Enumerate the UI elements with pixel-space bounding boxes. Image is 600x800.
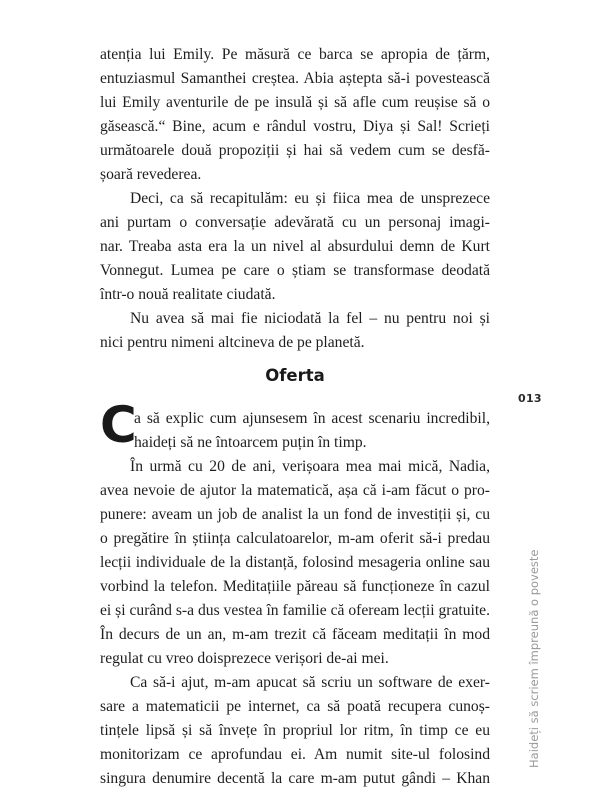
drop-cap-paragraph [100, 407, 490, 455]
text-line: lui Emily aventurile de pe insulă și să afle cum reușise să o [100, 94, 490, 111]
running-title: Haideți să scriem împreună o poveste [527, 549, 541, 768]
text-line: vorbind la telefon. Meditațiile păreau să funcționeze în cazul [100, 578, 490, 595]
text-line: haideți să ne întoarcem puțin în timp. [134, 434, 367, 451]
text-line: lecții individuale de la distanță, folosind mesageria online sau [100, 554, 490, 571]
top-text-block [100, 43, 490, 355]
text-line: punere: aveam un job de analist la un fond de investiții și, cu [100, 506, 490, 523]
section-text-block [100, 407, 490, 791]
text-line: următoarele două propoziții și hai să vedem cum se desfă- [100, 142, 490, 159]
text-line: Vonnegut. Lumea pe care o știam se transformase deodată [100, 262, 490, 279]
section-heading: Oferta [265, 366, 325, 385]
text-line: a să explic cum ajunsesem în acest scenariu incredibil, [134, 410, 490, 427]
text-line: sare a matematicii pe internet, ca să poată recupera cunoș- [100, 698, 490, 715]
text-line: o pregătire în știința calculatoarelor, m-am oferit să-i predau [100, 530, 490, 547]
drop-cap: C [100, 396, 137, 454]
text-line: singura denumire decentă la care m-am putut gândi – Khan [100, 770, 490, 787]
text-line: ei și curând s-a dus vestea în familie că ofeream lecții gratuite. [100, 602, 490, 619]
text-line: nar. Treaba asta era la un nivel al absurdului demn de Kurt [100, 238, 490, 255]
text-line: monitorizam ce aprofundau ei. Am numit site-ul folosind [100, 746, 490, 763]
text-line: În urmă cu 20 de ani, verișoara mea mai mică, Nadia, [130, 458, 490, 475]
text-line: șoară revederea. [100, 166, 202, 183]
text-line: În decurs de un an, m-am trezit că făceam meditații în mod [100, 626, 490, 643]
text-line: ani purtam o conversație adevărată cu un personaj imagi- [100, 214, 490, 231]
page-number: 013 [518, 392, 542, 405]
text-line: regulat cu vreo doisprezece verișori de-ai mei. [100, 650, 389, 667]
text-line: găsească.“ Bine, acum e rândul vostru, Diya și Sal! Scrieți [100, 118, 490, 135]
text-line: avea nevoie de ajutor la matematică, așa că i-am făcut o pro- [100, 482, 490, 499]
text-line: Ca să-i ajut, m-am apucat să scriu un software de exer- [130, 674, 490, 691]
text-line: nici pentru nimeni altcineva de pe planetă. [100, 334, 365, 351]
text-line: într-o nouă realitate ciudată. [100, 286, 276, 303]
text-line: Nu avea să mai fie niciodată la fel – nu pentru noi și [130, 310, 490, 327]
text-line: atenția lui Emily. Pe măsură ce barca se apropia de țărm, [100, 46, 490, 63]
text-line: Deci, ca să recapitulăm: eu și fiica mea de unsprezece [130, 190, 490, 207]
text-line: tințele lipsă și să învețe în propriul lor ritm, în timp ce eu [100, 722, 490, 739]
text-line: entuziasmul Samanthei creștea. Abia aștepta să-i povestească [100, 70, 490, 87]
